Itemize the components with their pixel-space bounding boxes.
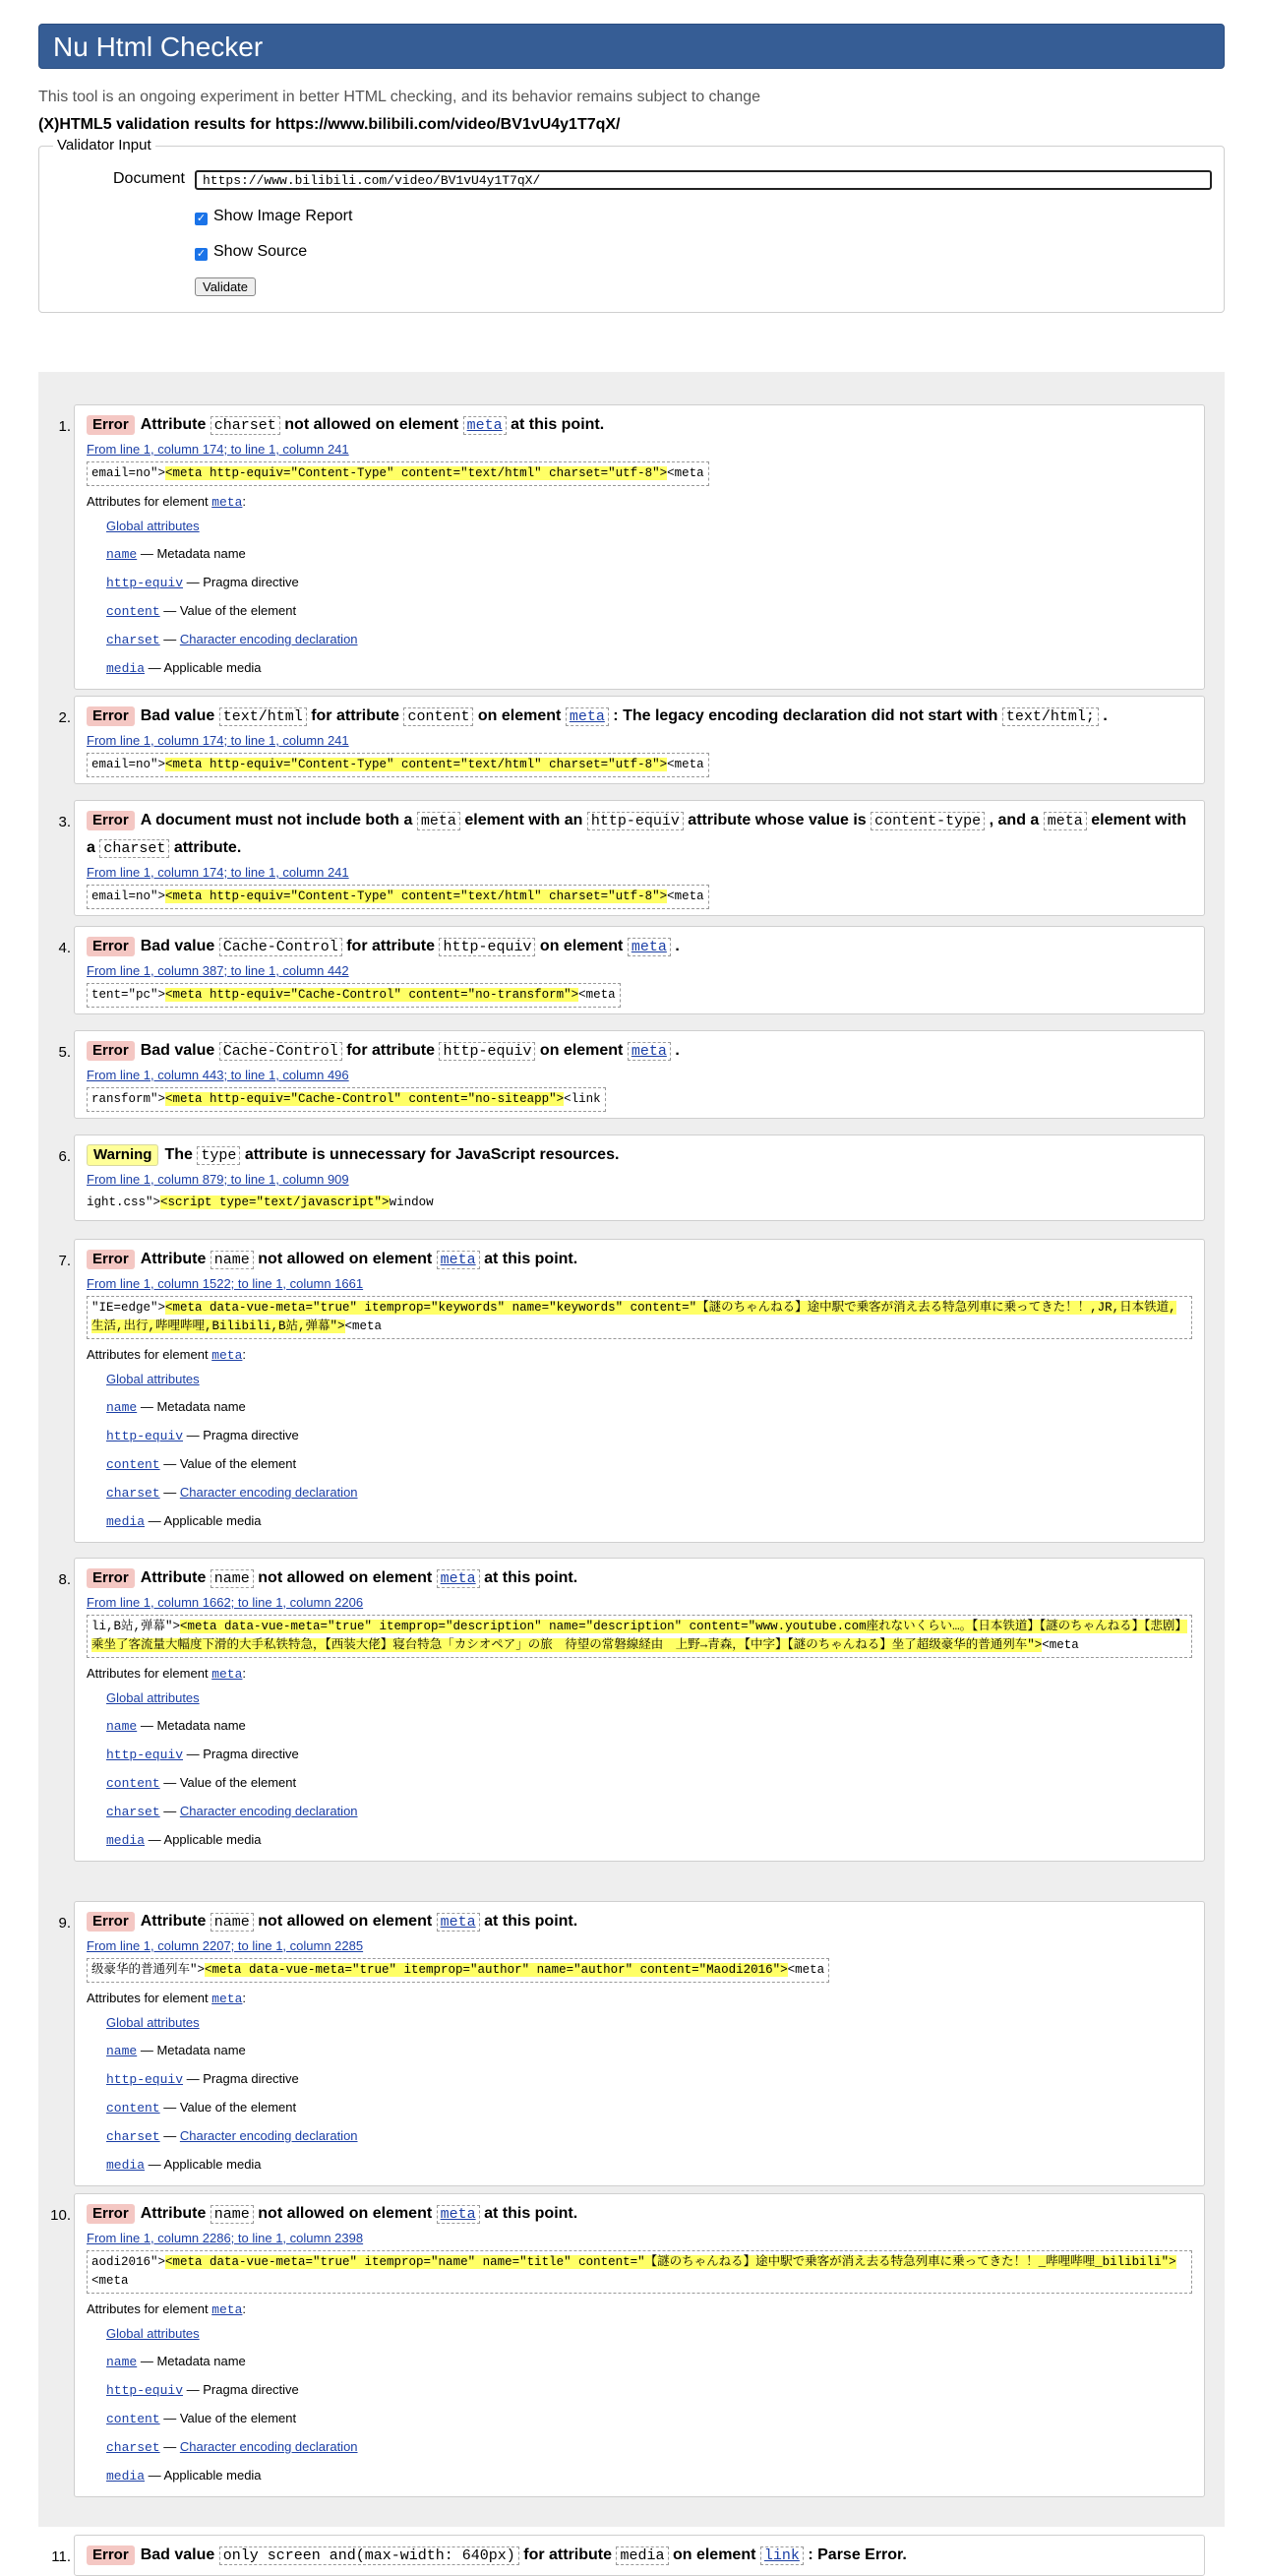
code-token: http-equiv [587,812,684,830]
extract-before: 级豪华的普通列车"> [91,1963,206,1977]
charset-description-link[interactable]: Character encoding declaration [179,1485,358,1500]
charset-description-link[interactable]: Character encoding declaration [179,2128,358,2143]
message-text: on element [539,1042,624,1059]
attribute-item [106,1826,1192,1855]
message-text: for attribute [346,938,435,954]
extract-highlight: <meta http-equiv="Cache-Control" content="no-siteapp"> [165,1092,565,1106]
code-token: http-equiv [439,938,535,956]
message-text: Attribute [140,2205,207,2222]
extract-highlight: <meta http-equiv="Content-Type" content="text/html" charset="utf-8"> [165,758,668,771]
attribute-description: — Applicable media [148,2468,262,2483]
attribute-item [106,1450,1192,1479]
message-text: Bad value [140,938,215,954]
error-badge: Error [87,415,135,435]
results-list [38,372,1225,2565]
message-text: not allowed on element [258,2205,433,2222]
message-item [58,404,1205,690]
document-label: Document [113,170,185,187]
attribute-item [106,2405,1192,2433]
attribute-item [106,1366,1192,1393]
attribute-item [106,1422,1192,1450]
message-heading [87,1908,1192,1935]
attributes-prefix: Attributes for element [87,1347,209,1362]
code-token: text/html; [1002,707,1099,726]
message-text: . [675,1042,680,1059]
extract-after: <meta [787,1963,825,1977]
charset-description-link[interactable]: Character encoding declaration [179,632,358,646]
charset-description-link[interactable]: Character encoding declaration [179,1804,358,1818]
message-heading [87,1564,1192,1592]
attribute-item [106,1769,1192,1798]
error-badge: Error [87,811,135,830]
charset-description-link[interactable]: Character encoding declaration [179,2439,358,2454]
extract-before: tent="pc"> [91,988,166,1002]
error-badge: Error [87,1041,135,1061]
source-extract [87,1958,829,1983]
source-extract [87,885,709,909]
extract-before: email=no"> [91,758,166,771]
extract-before: ransform"> [91,1092,166,1106]
message-item [58,1135,1205,1221]
element-link[interactable]: meta [437,1569,480,1588]
attribute-description: — Value of the element [163,2100,297,2115]
message-item [58,1239,1205,1543]
message-number: 3. [58,814,71,830]
extract-before: aodi2016"> [91,2255,166,2269]
attribute-item [106,626,1192,654]
message-number: 1. [58,418,71,435]
attr-content-link[interactable]: content [106,604,160,619]
global-attributes-link[interactable]: Global attributes [106,2015,200,2030]
attr-charset-link[interactable]: charset [106,2129,160,2144]
attr-charset-link[interactable]: charset [106,2440,160,2455]
attribute-item [106,2376,1192,2405]
attribute-item [106,1479,1192,1507]
extract-highlight: <meta http-equiv="Content-Type" content="text/html" charset="utf-8"> [165,889,668,903]
show-source-label: Show Source [213,243,308,260]
global-attributes-link[interactable]: Global attributes [106,519,200,533]
message-text: element [1091,812,1151,828]
global-attributes-link[interactable]: Global attributes [106,1372,200,1386]
extract-after: <meta [1042,1638,1079,1652]
message-item [58,1558,1205,1862]
message-text: for attribute [523,2546,613,2563]
message-heading [87,933,1192,960]
attribute-item [106,1685,1192,1712]
code-token: name [210,1913,254,1932]
attribute-item [106,654,1192,683]
message-item [58,1901,1205,2186]
message-text: Attribute [140,1913,207,1930]
attr-http-equiv-link[interactable]: http-equiv [106,1429,184,1443]
message-text: for attribute [346,1042,435,1059]
attribute-item [106,1798,1192,1826]
extract-highlight: <meta http-equiv="Content-Type" content="text/html" charset="utf-8"> [165,466,668,480]
extract-highlight: <script type="text/javascript"> [160,1196,390,1209]
attribute-item [106,540,1192,569]
element-meta-link[interactable]: meta [211,1348,243,1363]
error-badge: Error [87,1568,135,1588]
message-text: attribute is unnecessary for JavaScript resources. [244,1146,620,1163]
error-badge: Error [87,2204,135,2224]
error-badge: Error [87,1250,135,1269]
attributes-title: Attributes for element meta: [87,1991,247,2006]
validator-input-fieldset [38,137,1225,313]
attr-name-link[interactable]: name [106,1719,138,1734]
message-heading [87,703,1192,730]
attributes-prefix: Attributes for element [87,1991,209,2005]
message-item [50,2193,1205,2497]
attr-http-equiv-link[interactable]: http-equiv [106,2383,184,2398]
message-number: 9. [58,1915,71,1932]
code-token: charset [210,416,280,435]
attr-name-link[interactable]: name [106,2355,138,2369]
attribute-item [106,2462,1192,2490]
extract-highlight: <meta data-vue-meta="true" itemprop="description" name="description" content="www.youtube.com座れないくらい…。【日本铁道】【謎のちゃんねる】【悲剧】乘坐了客流量大幅度下滑的大手私铁特急，【西装大佬】寝台特急「カシオペア」の旅 待望の常磐線経由 上野→青森，【中字】【謎のちゃんねる】坐了超级豪华的普通列车"> [91,1620,1187,1652]
message-heading [87,1246,1192,1273]
message-text: on element [539,938,624,954]
code-token: meta [1044,812,1087,830]
tagline: This tool is an ongoing experiment in better HTML checking, and its behavior remains subject to change [38,89,761,105]
extract-after: <meta [91,2274,129,2288]
attr-content-link[interactable]: content [106,2412,160,2426]
attribute-description: — Metadata name [140,2354,246,2368]
element-meta-link[interactable]: meta [211,1992,243,2006]
message-text: not allowed on element [258,1913,433,1930]
code-token: content-type [871,812,985,830]
attribute-description: — Applicable media [148,660,262,675]
message-heading [87,411,1192,439]
extract-after: <link [564,1092,601,1106]
attribute-item [106,2151,1192,2179]
attr-name-link[interactable]: name [106,2044,138,2058]
global-attributes-link[interactable]: Global attributes [106,1690,200,1705]
attr-name-link[interactable]: name [106,547,138,562]
element-link[interactable]: meta [437,1251,480,1269]
message-item [58,926,1205,1014]
extract-after: <meta [667,889,704,903]
message-text: at this point. [484,1913,578,1930]
attr-content-link[interactable]: content [106,2101,160,2116]
show-image-report-label: Show Image Report [213,208,353,224]
element-link[interactable]: meta [566,707,609,726]
message-text: Bad value [140,707,215,724]
attribute-separator: — [163,2128,177,2143]
attributes-title: Attributes for element meta: [87,1666,247,1682]
message-number: 5. [58,1044,71,1061]
source-extract [87,753,709,777]
extract-before: ight.css"> [87,1196,161,1209]
code-token: Cache-Control [219,938,342,956]
message-number: 11. [51,2548,71,2565]
attribute-item [106,2122,1192,2151]
message-text: at this point. [484,1251,578,1267]
element-link[interactable]: meta [463,416,507,435]
attribute-description: — Value of the element [163,1456,297,1471]
message-number: 10. [50,2207,71,2224]
results-title: (X)HTML5 validation results for https://www.bilibili.com/video/BV1vU4y1T7qX/ [38,116,621,133]
extract-highlight: <meta data-vue-meta="true" itemprop="keywords" name="keywords" content="【謎のちゃんねる】途中駅で乗客が消え去る特急列車に乗ってきた！！,JR,日本铁道,生活,出行,哔哩哔哩,Bilibili,B站,弹幕"> [91,1301,1176,1333]
message-text: at this point. [484,2205,578,2222]
message-text: . [1103,707,1108,724]
page [38,24,1225,313]
attr-charset-link[interactable]: charset [106,1486,160,1501]
message-item [58,800,1205,916]
attribute-description: — Value of the element [163,603,297,618]
attr-http-equiv-link[interactable]: http-equiv [106,2072,184,2087]
attribute-description: — Pragma directive [186,1428,299,1442]
attribute-description: — Metadata name [140,1399,246,1414]
message-item [58,1030,1205,1119]
attr-media-link[interactable]: media [106,1514,146,1529]
code-token: type [197,1146,240,1165]
element-meta-link[interactable]: meta [211,495,243,510]
attribute-description: — Applicable media [148,1832,262,1847]
attribute-separator: — [163,1485,177,1500]
attribute-item [106,2037,1192,2065]
message-item [58,696,1205,784]
message-text: The [164,1146,193,1163]
extract-after: <meta [667,758,704,771]
error-badge: Error [87,1912,135,1932]
attributes-prefix: Attributes for element [87,1666,209,1681]
attribute-description: — Metadata name [140,2043,246,2057]
attribute-item [106,2433,1192,2462]
source-location-link[interactable]: From line 1, column 2207; to line 1, column 2285 [87,1938,364,1953]
attribute-item [106,2009,1192,2037]
message-number: 7. [58,1253,71,1269]
source-location-link[interactable]: From line 1, column 2286; to line 1, column 2398 [87,2231,364,2245]
message-text: at this point. [484,1569,578,1586]
message-number: 2. [58,709,71,726]
attributes-prefix: Attributes for element [87,2301,209,2316]
message-text: element with an [464,812,583,828]
error-badge: Error [87,706,135,726]
attr-charset-link[interactable]: charset [106,1805,160,1819]
attribute-item [106,2320,1192,2348]
attribute-item [106,2065,1192,2094]
message-text: for attribute [311,707,399,724]
message-heading [87,2542,1192,2569]
app-header [38,24,1225,69]
document-url-input[interactable]: https://www.bilibili.com/video/BV1vU4y1T7qX/ [195,170,1212,190]
attributes-title: Attributes for element meta: [87,2301,247,2317]
attribute-description: — Pragma directive [186,1747,299,1761]
attribute-item [106,569,1192,597]
show-source-option[interactable] [195,243,307,261]
validate-button[interactable]: Validate [195,277,256,296]
attribute-description: — Value of the element [163,1775,297,1790]
attribute-description: — Pragma directive [186,2071,299,2086]
attr-http-equiv-link[interactable]: http-equiv [106,576,184,590]
message-heading [87,1141,1192,1169]
code-token: meta [417,812,460,830]
message-text: . [675,938,680,954]
attributes-title: Attributes for element meta: [87,1347,247,1363]
code-token: content [403,707,473,726]
message-heading [87,1037,1192,1065]
message-heading [87,2200,1192,2228]
global-attributes-link[interactable]: Global attributes [106,2326,200,2341]
message-text: : The legacy encoding declaration did not start with [613,707,998,724]
attribute-item [106,597,1192,626]
element-link[interactable]: meta [437,2205,480,2224]
attribute-description: — Applicable media [148,2157,262,2172]
message-text: not allowed on element [284,416,459,433]
attribute-item [106,1712,1192,1741]
attribute-item [106,1741,1192,1769]
message-text: on element [672,2546,756,2563]
code-token: only screen and(max-width: 640px) [219,2546,519,2565]
code-token: name [210,2205,254,2224]
source-extract [87,1296,1192,1339]
attr-media-link[interactable]: media [106,1833,146,1848]
error-badge: Error [87,2545,135,2565]
message-text: Bad value [140,1042,215,1059]
source-extract [87,461,709,486]
message-text: , and a [989,812,1040,828]
attr-media-link[interactable]: media [106,661,146,676]
element-link[interactable]: meta [628,1042,671,1061]
message-text: Bad value [140,2546,215,2563]
extract-before: li,B站,弹幕"> [91,1620,181,1633]
source-location-link[interactable]: From line 1, column 879; to line 1, column 909 [87,1172,349,1187]
code-token: text/html [219,707,307,726]
extract-before: email=no"> [91,889,166,903]
attribute-description: — Pragma directive [186,2382,299,2397]
attribute-separator: — [163,2439,177,2454]
message-number: 6. [58,1148,71,1165]
extract-after: window [389,1196,434,1209]
attribute-description: — Value of the element [163,2411,297,2425]
code-token: http-equiv [439,1042,535,1061]
element-link[interactable]: meta [437,1913,480,1932]
attr-content-link[interactable]: content [106,1776,160,1791]
code-token: Cache-Control [219,1042,342,1061]
code-token: media [616,2546,668,2565]
code-token: name [210,1569,254,1588]
source-location-link[interactable]: From line 1, column 174; to line 1, column 241 [87,733,349,748]
source-location-link[interactable]: From line 1, column 1662; to line 1, column 2206 [87,1595,364,1610]
attr-media-link[interactable]: media [106,2158,146,2173]
app-title: Nu Html Checker [53,31,264,62]
attr-content-link[interactable]: content [106,1457,160,1472]
message-item [51,2535,1205,2576]
source-extract [87,2250,1192,2294]
warning-badge: Warning [87,1144,158,1166]
source-location-link[interactable]: From line 1, column 387; to line 1, column 442 [87,963,349,978]
attribute-separator: — [163,1804,177,1818]
extract-after: <meta [578,988,616,1002]
attr-charset-link[interactable]: charset [106,633,160,647]
message-text: : Parse Error. [808,2546,907,2563]
error-badge: Error [87,937,135,956]
extract-after: <meta [667,466,704,480]
source-location-link[interactable]: From line 1, column 174; to line 1, column 241 [87,865,349,880]
extract-before: email=no"> [91,466,166,480]
attribute-item [106,1507,1192,1536]
code-token: name [210,1251,254,1269]
source-location-link[interactable]: From line 1, column 443; to line 1, column 496 [87,1068,349,1082]
message-text: at this point. [511,416,605,433]
fieldset-legend: Validator Input [53,137,155,153]
attribute-item [106,2094,1192,2122]
attr-name-link[interactable]: name [106,1400,138,1415]
element-meta-link[interactable]: meta [211,1667,243,1682]
attribute-item [106,2348,1192,2376]
source-extract [87,1192,438,1214]
checkbox-checked-icon[interactable]: ✓ [196,213,207,224]
message-text: attribute whose value is [688,812,867,828]
element-link[interactable]: link [760,2546,804,2565]
element-meta-link[interactable]: meta [211,2302,243,2317]
message-text: attribute. [173,839,242,856]
source-extract [87,1615,1192,1658]
extract-highlight: <meta data-vue-meta="true" itemprop="name" name="title" content="【謎のちゃんねる】途中駅で乗客が消え去る特急列車に乗ってきた！！_哔哩哔哩_bilibili"> [165,2255,1176,2269]
extract-after: <meta [344,1319,383,1333]
attribute-description: — Metadata name [140,546,246,561]
attribute-description: — Metadata name [140,1718,246,1733]
attributes-prefix: Attributes for element [87,494,209,509]
element-link[interactable]: meta [628,938,671,956]
code-token: charset [99,839,169,858]
attribute-description: — Applicable media [148,1513,262,1528]
message-text: Attribute [140,1569,207,1586]
checkbox-checked-icon[interactable]: ✓ [196,248,207,260]
attribute-separator: — [163,632,177,646]
attribute-description: — Pragma directive [186,575,299,589]
message-text: A document must not include both a [140,812,413,828]
attributes-title: Attributes for element meta: [87,494,247,510]
message-text: Attribute [140,1251,207,1267]
message-text: not allowed on element [258,1251,433,1267]
message-heading [87,807,1192,862]
extract-highlight: <meta http-equiv="Cache-Control" content="no-transform"> [165,988,579,1002]
source-location-link[interactable]: From line 1, column 1522; to line 1, column 1661 [87,1276,364,1291]
message-number: 8. [58,1571,71,1588]
attr-media-link[interactable]: media [106,2469,146,2484]
message-text: Attribute [140,416,207,433]
attribute-item [106,513,1192,540]
attr-http-equiv-link[interactable]: http-equiv [106,1748,184,1762]
attribute-item [106,1393,1192,1422]
message-number: 4. [58,940,71,956]
extract-before: "IE=edge"> [91,1301,166,1315]
source-extract [87,1087,606,1112]
extract-highlight: <meta data-vue-meta="true" itemprop="author" name="author" content="Maodi2016"> [205,1963,788,1977]
show-image-report-option[interactable] [195,208,352,225]
source-location-link[interactable]: From line 1, column 174; to line 1, column 241 [87,442,349,457]
message-text: not allowed on element [258,1569,433,1586]
message-text: on element [477,707,562,724]
source-extract [87,983,621,1008]
message-text: with a [87,812,1187,856]
